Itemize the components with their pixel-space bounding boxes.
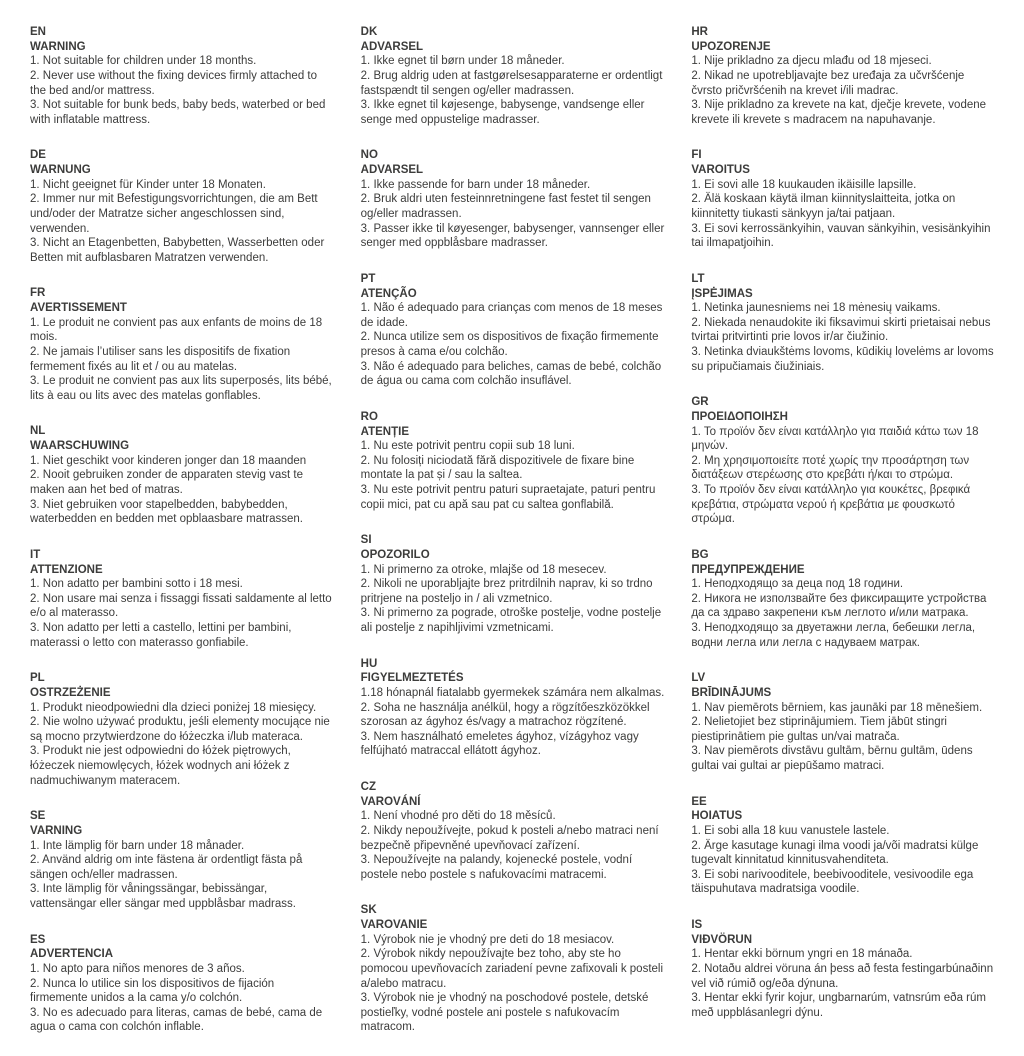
warning-item: 3. Ei sovi kerrossänkyihin, vauvan sänkyihin, vesisänkyihin tai ilmapatjoihin.: [691, 222, 991, 250]
warning-item: 1. Výrobok nie je vhodný pre deti do 18 mesiacov.: [360, 933, 615, 946]
warning-item: 2. Nikoli ne uporabljajte brez pritrdilnih naprav, ki so trdno pritrjene na posteljo in / ali vzmetnico.: [360, 578, 653, 605]
warning-heading: ПРЕДУПРЕЖДЕНИЕ: [691, 563, 805, 576]
warning-item: 3. Inte lämplig för våningssängar, bebissängar, vattensängar eller sängar med uppblåsbar madrass.: [30, 883, 296, 911]
language-code: DE: [30, 149, 46, 162]
warning-item: 2. Never use without the fixing devices firmly attached to the bed and/or mattress.: [30, 70, 318, 97]
language-code: ES: [30, 933, 46, 946]
warning-item: 3. Le produit ne convient pas aux lits superposés, lits bébé, lits à eau ou lits avec des matelas gonflables.: [30, 375, 332, 402]
language-code: GR: [691, 396, 709, 409]
warning-item: 2. Никога не използвайте без фиксиращите устройства да са здраво закрепени към леглото и/или матрака.: [691, 592, 987, 620]
warning-item: 1. Não é adequado para crianças com menos de 18 meses de idade.: [360, 302, 663, 329]
warning-item: 3. Ei sobi narivooditele, beebivooditele, vesivoodile ega täispuhutava madratsiga voodile.: [691, 868, 974, 896]
warning-item: 2. Ne jamais l’utiliser sans les dispositifs de fixation fermement fixés au lit et / ou au matelas.: [30, 346, 291, 373]
language-section-pt: [361, 272, 666, 389]
warning-item: 3. Nav piemērots divstāvu gultām, bērnu gultām, ūdens gultai vai gultai ar piepūšamo matraci.: [691, 745, 973, 773]
language-code: DK: [360, 26, 378, 38]
warning-item: 3. Produkt nie jest odpowiedni do łóżek piętrowych, łóżeczek niemowlęcych, łóżek wodnych ani łóżek z nadmuchiwanym materacem.: [30, 745, 291, 787]
language-section-cz: [361, 780, 666, 882]
language-section-si: [361, 533, 666, 635]
language-section-ro: [361, 410, 666, 512]
warning-item: 1. Hentar ekki börnum yngri en 18 mánaða.: [691, 948, 913, 961]
warning-item: 1. Ikke passende for barn under 18 måneder.: [360, 178, 591, 191]
warning-heading: FIGYELMEZTETÉS: [360, 672, 464, 685]
warning-heading: ADVERTENCIA: [30, 948, 114, 961]
warning-item: 1. Ei sovi alle 18 kuukauden ikäisille lapsille.: [691, 178, 917, 191]
warning-item: 2. Non usare mai senza i fissaggi fissati saldamente al letto e/o al materasso.: [30, 592, 332, 620]
warning-item: 3. Not suitable for bunk beds, baby beds, waterbed or bed with inflatable mattress.: [30, 99, 326, 126]
language-section-gr: [691, 395, 996, 527]
warning-item: 3. Výrobok nie je vhodný na poschodové postele, detské postieľky, vodné postele ani postele s nafukovacím matracom.: [360, 992, 649, 1034]
warning-item: 1. Ni primerno za otroke, mlajše od 18 mesecev.: [360, 563, 607, 576]
language-code: FI: [691, 149, 702, 162]
column-3: [691, 25, 996, 1056]
warning-heading: VAROITUS: [691, 164, 750, 177]
language-section-it: [30, 548, 335, 650]
warning-item: 3. Non adatto per letti a castello, lettini per bambini, materassi o letto con materasso gonfiabile.: [30, 622, 292, 649]
warning-item: 3. Nicht an Etagenbetten, Babybetten, Wasserbetten oder Betten mit aufblasbaren Matratzen verwenden.: [30, 237, 325, 264]
language-section-no: [361, 148, 666, 250]
warning-heading: VAROVANIE: [360, 919, 428, 932]
warning-item: 1. Není vhodné pro děti do 18 měsíců.: [360, 810, 556, 823]
warning-item: 1. Nicht geeignet für Kinder unter 18 Monaten.: [30, 178, 266, 191]
language-section-nl: [30, 424, 335, 526]
language-code: SE: [30, 810, 46, 823]
warning-item: 1.18 hónapnál fiatalabb gyermekek számára nem alkalmas.: [360, 687, 665, 700]
warning-item: 3. Nepoužívejte na palandy, kojenecké postele, vodní postele nebo postele s nafukovacími matracemi.: [360, 854, 633, 881]
warning-heading: BRĪDINĀJUMS: [691, 686, 772, 699]
warning-item: 2. Soha ne használja anélkül, hogy a rögzítőeszközökkel szorosan az ágyhoz és/vagy a matrachoz rögzítené.: [360, 701, 650, 729]
warning-item: 3. No es adecuado para literas, camas de bebé, cama de agua o cama con colchón inflable.: [30, 1006, 323, 1034]
language-section-es: [30, 933, 335, 1035]
language-section-de: [30, 148, 335, 265]
warning-heading: WARNING: [30, 40, 86, 53]
warning-heading: ĮSPĖJIMAS: [691, 287, 753, 300]
language-section-lv: [691, 671, 996, 773]
warning-heading: WARNUNG: [30, 164, 91, 177]
warning-heading: OPOZORILO: [360, 548, 430, 561]
warning-item: 2. Nu folosiți niciodată fără dispozitivele de fixare bine montate la pat și / sau la saltea.: [360, 454, 635, 482]
warning-heading: WAARSCHUWING: [30, 440, 130, 453]
warning-heading: ATTENZIONE: [30, 563, 103, 576]
warning-item: 1. Ei sobi alla 18 kuu vanustele lastele.: [691, 825, 890, 838]
language-code: LT: [691, 272, 705, 285]
warning-item: 2. Ärge kasutage kunagi ilma voodi ja/või madratsi külge tugevalt kinnitatud kinnitusvahenditeta.: [691, 839, 979, 867]
warning-item: 2. Nelietojiet bez stiprinājumiem. Tiem jābūt stingri piestiprinātiem pie gultas un/vai matrača.: [691, 716, 947, 743]
warning-item: 1. Niet geschikt voor kinderen jonger dan 18 maanden: [30, 454, 307, 467]
warning-item: 2. Nie wolno używać produktu, jeśli elementy mocujące nie są mocno przytwierdzone do łóżeczka i/lub materaca.: [30, 716, 330, 743]
warning-item: 2. Nikdy nepoužívejte, pokud k posteli a/nebo matraci není bezpečně připevněné upevňovací zařízení.: [360, 825, 659, 852]
warning-heading: VARNING: [30, 824, 83, 837]
warning-item: 2. Notaðu aldrei vöruna án þess að festa festingarbúnaðinn vel við rúmið og/eða dýnuna.: [691, 963, 994, 990]
column-2: [361, 25, 666, 1056]
language-code: NL: [30, 425, 46, 438]
warning-heading: VAROVÁNÍ: [360, 795, 421, 808]
warning-item: 3. Passer ikke til køyesenger, babysenger, vannsenger eller senger med oppblåsbare madrasser.: [360, 222, 665, 250]
language-section-fi: [691, 148, 996, 250]
language-code: SK: [360, 904, 377, 917]
warning-item: 1. Nije prikladno za djecu mlađu od 18 mjeseci.: [691, 55, 932, 68]
warning-item: 2. Nooit gebruiken zonder de apparaten stevig vast te maken aan het bed of matras.: [30, 469, 303, 497]
warning-item: 1. Nav piemērots bērniem, kas jaunāki par 18 mēnešiem.: [691, 701, 983, 714]
warning-heading: HOIATUS: [691, 810, 743, 823]
warning-item: 2. Immer nur mit Befestigungsvorrichtungen, die am Bett und/oder der Matratze sicher angeschlossen sind, verwenden.: [30, 193, 318, 235]
language-code: IT: [30, 548, 41, 561]
warning-item: 2. Brug aldrig uden at fastgørelsesapparaterne er ordentligt fastspændt til sengen og/eller madrassen.: [360, 70, 663, 97]
warning-item: 3. Ni primerno za pograde, otroške postelje, vodne postelje ali postelje z napihljivimi vzmetnicami.: [360, 607, 662, 635]
language-section-ee: [691, 795, 996, 897]
warning-item: 1. Non adatto per bambini sotto i 18 mesi.: [30, 578, 243, 591]
language-code: NO: [360, 149, 378, 162]
warning-item: 3. Niet gebruiken voor stapelbedden, babybedden, waterbedden en bedden met opblaasbare matrassen.: [30, 498, 303, 526]
language-code: LV: [691, 672, 706, 685]
language-section-dk: [361, 25, 666, 127]
warning-item: 3. Nem használható emeletes ágyhoz, vízágyhoz vagy felfújható matraccal ellátott ágyhoz.: [360, 730, 639, 758]
warning-item: 2. Bruk aldri uten festeinnretningene fast festet til sengen og/eller madrassen.: [360, 193, 651, 221]
warning-item: 2. Výrobok nikdy nepoužívajte bez toho, aby ste ho pomocou upevňovacích zariadení pevne zafixovali k posteli a/alebo matracu.: [360, 948, 664, 990]
warning-heading: UPOZORENJE: [691, 40, 771, 53]
language-section-sk: [361, 903, 666, 1035]
warning-item: 2. Älä koskaan käytä ilman kiinnityslaitteita, jotka on kiinnitetty tiukasti sänkyyn ja/tai patjaan.: [691, 193, 956, 221]
warning-item: 1. Το προϊόν δεν είναι κατάλληλο για παιδιά κάτω των 18 μηνών.: [691, 425, 979, 453]
language-code: EE: [691, 795, 707, 808]
warning-item: 1. No apto para niños menores de 3 años.: [30, 963, 245, 976]
language-code: EN: [30, 26, 46, 38]
warning-heading: ΠΡΟΕΙΔΟΠΟΙΗΣΗ: [691, 410, 788, 423]
language-section-is: [691, 918, 996, 1020]
language-section-hr: [691, 25, 996, 127]
warning-item: 3. Ikke egnet til køjesenge, babysenge, vandsenge eller senge med oppustelige madrasser.: [360, 99, 645, 126]
warning-heading: ATENÇÃO: [360, 287, 417, 300]
warning-item: 2. Använd aldrig om inte fästena är ordentligt fästa på sängen och/eller madrassen.: [30, 854, 303, 881]
language-code: CZ: [360, 781, 376, 794]
warning-item: 1. Not suitable for children under 18 months.: [30, 55, 257, 68]
warning-item: 1. Inte lämplig för barn under 18 månader.: [30, 839, 245, 852]
warning-item: 3. Nije prikladno za krevete na kat, dječje krevete, vodene krevete ili krevete s madracem na napuhavanje.: [691, 99, 987, 126]
warning-heading: VIÐVÖRUN: [691, 933, 753, 946]
warning-item: 2. Nunca utilize sem os dispositivos de fixação firmemente presos à cama e/ou colchão.: [360, 331, 659, 359]
warning-item: 1. Неподходящо за деца под 18 години.: [691, 578, 904, 591]
warning-heading: ADVARSEL: [360, 164, 424, 177]
language-section-en: [30, 25, 335, 127]
language-code: FR: [30, 287, 46, 300]
language-section-bg: [691, 548, 996, 650]
warning-heading: OSTRZEŻENIE: [30, 686, 111, 699]
language-code: HU: [360, 657, 378, 670]
language-code: IS: [691, 919, 703, 932]
warning-heading: ADVARSEL: [360, 40, 424, 53]
language-code: HR: [691, 26, 708, 38]
warning-item: 3. Hentar ekki fyrir kojur, ungbarnarúm, vatnsrúm eða rúm með uppblásanlegri dýnu.: [691, 992, 986, 1019]
language-code: PT: [360, 272, 376, 285]
column-1: [30, 25, 335, 1056]
language-section-se: [30, 809, 335, 911]
language-code: SI: [360, 534, 372, 547]
warning-item: 3. Netinka dviaukštėms lovoms, kūdikių lovelėms ar lovoms su pripučiamais čiužiniais.: [691, 346, 994, 373]
warning-item: 3. Nu este potrivit pentru paturi supraetajate, paturi pentru copii mici, pat cu apă sau pat cu saltea gonflabilă.: [360, 484, 656, 511]
warning-item: 2. Nikad ne upotrebljavajte bez uređaja za učvršćenje čvrsto pričvršćenih na krevet i/ili madrac.: [691, 70, 965, 97]
warning-item: 2. Niekada nenaudokite iki fiksavimui skirti prietaisai nebus tvirtai pritvirtinti prie lovos ir/ar čiužinio.: [691, 316, 991, 344]
language-section-pl: [30, 671, 335, 788]
warning-item: 1. Ikke egnet til børn under 18 måneder.: [360, 55, 565, 68]
warning-item: 3. Το προϊόν δεν είναι κατάλληλο για κουκέτες, βρεφικά κρεβάτια, στρώματα νερού ή κρεβάτια με φουσκωτό στρώμα.: [691, 484, 971, 526]
language-code: RO: [360, 410, 378, 423]
warning-item: 2. Nunca lo utilice sin los dispositivos de fijación firmemente unidos a la cama y/o colchón.: [30, 977, 275, 1005]
warning-item: 1. Produkt nieodpowiedni dla dzieci poniżej 18 miesięcy.: [30, 701, 317, 714]
language-section-lt: [691, 272, 996, 374]
warning-item: 1. Netinka jaunesniems nei 18 mėnesių vaikams.: [691, 302, 941, 315]
language-section-fr: [30, 286, 335, 403]
warning-item: 3. Não é adequado para beliches, camas de bebé, colchão de água ou cama com colchão insuflável.: [360, 360, 662, 388]
warning-heading: ATENȚIE: [360, 425, 409, 438]
language-code: BG: [691, 548, 709, 561]
language-section-hu: [361, 657, 666, 759]
warning-item: 1. Le produit ne convient pas aux enfants de moins de 18 mois.: [30, 316, 323, 344]
language-code: PL: [30, 672, 45, 685]
warning-item: 1. Nu este potrivit pentru copii sub 18 luni.: [360, 440, 575, 453]
warning-item: 3. Неподходящо за двуетажни легла, бебешки легла, водни легла или легла с надуваем матрак.: [691, 622, 976, 649]
warning-heading: AVERTISSEMENT: [30, 302, 127, 315]
warning-item: 2. Μη χρησιμοποιείτε ποτέ χωρίς την προσάρτηση των διατάξεων στερέωσης στο κρεβάτι ή/και το στρώμα.: [691, 454, 970, 482]
